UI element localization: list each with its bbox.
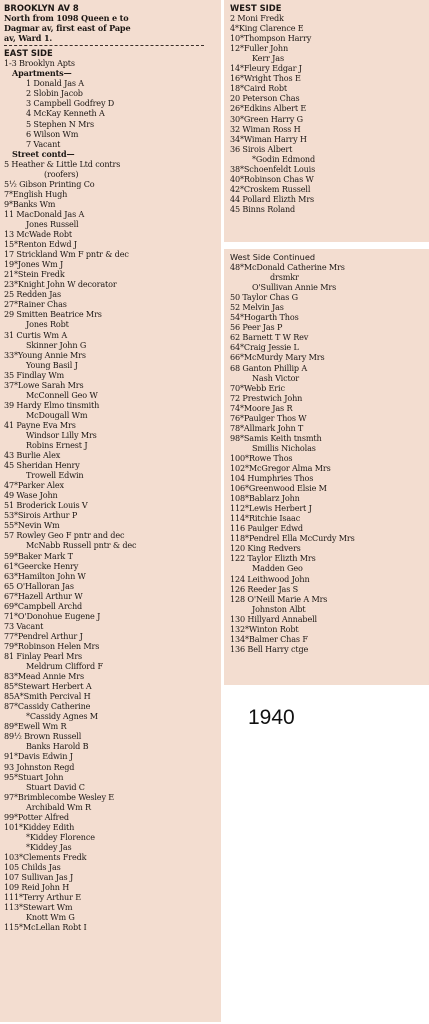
- listing-line: (roofers): [44, 168, 79, 179]
- listing-line: 71*O'Donohue Eugene J: [4, 610, 101, 621]
- listing-line: 38*Schoenfeldt Louis: [230, 163, 316, 174]
- listing-line: 72 Prestwich John: [230, 392, 303, 403]
- street-description-line-2: Dagmar av, first east of Pape: [4, 23, 131, 34]
- listing-line: 54*Hogarth Thos: [230, 312, 299, 323]
- listing-line: Johnston Albt: [252, 603, 306, 614]
- listing-line: 74*Moore Jas R: [230, 402, 293, 413]
- listing-line: 52 Melvin Jas: [230, 302, 284, 313]
- listing-line: Archibald Wm R: [26, 801, 91, 812]
- listing-line: 120 King Redvers: [230, 543, 301, 554]
- listing-line: 7 Vacant: [26, 138, 61, 149]
- listing-line: 85*Stewart Herbert A: [4, 681, 92, 692]
- listing-line: McConnell Geo W: [26, 389, 98, 400]
- listing-line: 18*Caird Robt: [230, 83, 288, 94]
- directory-clipping-west-side-continued: [224, 249, 429, 685]
- listing-line: 106*Greenwood Elsie M: [230, 483, 327, 494]
- listing-line: 45 Sheridan Henry: [4, 460, 80, 471]
- listing-line: 31 Curtis Wm A: [4, 329, 68, 340]
- listing-line: Young Basil J: [26, 359, 78, 370]
- listing-line: 91*Davis Edwin J: [4, 751, 73, 762]
- listing-line: 33*Young Annie Mrs: [4, 349, 86, 360]
- listing-line: 25 Redden Jas: [4, 289, 61, 300]
- street-description-line-3: av, Ward 1.: [4, 33, 53, 44]
- listing-line: 17 Strickland Wm F pntr & dec: [4, 249, 129, 260]
- listing-line: 3 Campbell Godfrey D: [26, 98, 115, 109]
- listing-line: Meldrum Clifford F: [26, 661, 103, 672]
- listing-line: Skinner John G: [26, 339, 87, 350]
- listing-line: 21*Stein Fredk: [4, 269, 65, 280]
- listing-line: 87*Cassidy Catherine: [4, 701, 91, 712]
- listing-line: *Godin Edmond: [252, 153, 316, 164]
- listing-line: 57 Rowley Geo F pntr and dec: [4, 530, 125, 541]
- listing-line: 128 O'Neill Marie A Mrs: [230, 593, 328, 604]
- listing-line: Windsor Lilly Mrs: [26, 429, 97, 440]
- listing-line: 78*Allmark John T: [230, 422, 304, 433]
- listing-line: 89*Ewell Wm R: [4, 721, 67, 732]
- listing-line: 67*Hazell Arthur W: [4, 590, 83, 601]
- listing-line: 2 Moni Fredk: [230, 13, 284, 24]
- west-side-listing: [230, 13, 427, 214]
- listing-line: *Cassidy Agnes M: [26, 711, 98, 722]
- listing-line: 62 Barnett T W Rev: [230, 332, 309, 343]
- listing-line: 89½ Brown Russell: [4, 731, 82, 742]
- listing-line: 40*Robinson Chas W: [230, 173, 314, 184]
- listing-line: 47*Parker Alex: [4, 480, 64, 491]
- street-description-line-1: North from 1098 Queen e to: [4, 13, 129, 24]
- listing-line: 53*Sirois Arthur P: [4, 510, 78, 521]
- listing-line: 10*Thompson Harry: [230, 33, 312, 44]
- listing-line: 105 Childs Jas: [4, 861, 61, 872]
- listing-line: 114*Ritchie Isaac: [230, 513, 301, 524]
- listing-line: 27*Rainer Chas: [4, 299, 67, 310]
- listing-line: 99*Potter Alfred: [4, 811, 69, 822]
- listing-line: Stuart David C: [26, 781, 85, 792]
- listing-line: Banks Harold B: [26, 741, 89, 752]
- listing-line: 11 MacDonald Jas A: [4, 208, 85, 219]
- listing-line: 16*Wright Thos E: [230, 73, 301, 84]
- listing-line: 2 Slobin Jacob: [26, 88, 83, 99]
- listing-line: 77*Pendrel Arthur J: [4, 630, 83, 641]
- listing-line: 111*Terry Arthur E: [4, 892, 81, 903]
- listing-line: 122 Taylor Elizth Mrs: [230, 553, 316, 564]
- listing-line: 118*Pendrel Ella McCurdy Mrs: [230, 533, 355, 544]
- listing-line: Robins Ernest J: [26, 440, 88, 451]
- listing-line: 44 Pollard Elizth Mrs: [230, 193, 315, 204]
- listing-line: 113*Stewart Wm: [4, 902, 73, 913]
- listing-line: drsmkr: [270, 272, 299, 283]
- year-label: 1940: [248, 706, 295, 729]
- west-side-heading: WEST SIDE: [230, 3, 282, 13]
- listing-line: 112*Lewis Herbert J: [230, 503, 312, 514]
- directory-clipping-west-side: [224, 0, 429, 242]
- listing-line: 95*Stuart John: [4, 771, 64, 782]
- listing-line: 49 Wase John: [4, 490, 58, 501]
- listing-line: 64*Craig Jessie L: [230, 342, 299, 353]
- listing-line: 9*Banks Wm: [4, 198, 56, 209]
- listing-line: 5 Heather & Little Ltd contrs: [4, 158, 121, 169]
- section-divider: [4, 45, 204, 46]
- listing-line: *Kiddey Florence: [26, 831, 95, 842]
- listing-line: 93 Johnston Regd: [4, 761, 75, 772]
- west-side-continued-heading: West Side Continued: [230, 252, 316, 262]
- listing-line: 4*King Clarence E: [230, 23, 304, 34]
- listing-line: 126 Reeder Jas S: [230, 583, 299, 594]
- listing-line: 103*Clements Fredk: [4, 851, 87, 862]
- listing-line: 61*Geercke Henry: [4, 560, 79, 571]
- listing-line: *Kiddey Jas: [26, 841, 72, 852]
- listing-line: 30*Green Harry G: [230, 113, 303, 124]
- east-side-listing: [4, 58, 219, 932]
- listing-line: 15*Renton Edwd J: [4, 239, 77, 250]
- listing-line: 43 Burlie Alex: [4, 450, 61, 461]
- listing-line: 36 Sirois Albert: [230, 143, 293, 154]
- listing-line: Kerr Jas: [252, 53, 284, 64]
- east-side-heading: EAST SIDE: [4, 48, 53, 59]
- listing-line: McNabb Russell pntr & dec: [26, 540, 137, 551]
- listing-line: 45 Binns Roland: [230, 203, 296, 214]
- listing-line: 134*Balmer Chas F: [230, 633, 308, 644]
- listing-line: Jones Robt: [26, 319, 69, 330]
- listing-line: 132*Winton Robt: [230, 623, 299, 634]
- listing-line: Apartments—: [12, 68, 72, 79]
- listing-line: 59*Baker Mark T: [4, 550, 73, 561]
- listing-line: 32 Wiman Ross H: [230, 123, 301, 134]
- listing-line: Nash Victor: [252, 372, 300, 383]
- listing-line: 37*Lowe Sarah Mrs: [4, 379, 84, 390]
- listing-line: Jones Russell: [26, 218, 79, 229]
- listing-line: Madden Geo: [252, 563, 303, 574]
- listing-line: O'Sullivan Annie Mrs: [252, 282, 337, 293]
- listing-line: 98*Samis Keith tnsmth: [230, 432, 322, 443]
- listing-line: 5½ Gibson Printing Co: [4, 178, 95, 189]
- listing-line: 56 Peer Jas P: [230, 322, 283, 333]
- listing-line: McDougall Wm: [26, 409, 88, 420]
- listing-line: 19*Jones Wm J: [4, 259, 64, 270]
- listing-line: 4 McKay Kenneth A: [26, 108, 105, 119]
- listing-line: 5 Stephen N Mrs: [26, 118, 94, 129]
- listing-line: 51 Broderick Louis V: [4, 500, 88, 511]
- listing-line: 41 Payne Eva Mrs: [4, 419, 76, 430]
- listing-line: 39 Hardy Elmo tinsmith: [4, 399, 100, 410]
- listing-line: 66*McMurdy Mary Mrs: [230, 352, 325, 363]
- listing-line: 12*Fuller John: [230, 43, 289, 54]
- listing-line: Street contd—: [12, 148, 75, 159]
- listing-line: 108*Bablarz John: [230, 493, 300, 504]
- listing-line: 83*Mead Annie Mrs: [4, 671, 84, 682]
- west-side-continued-listing: [230, 262, 427, 654]
- listing-line: 1-3 Brooklyn Apts: [4, 58, 75, 69]
- listing-line: 29 Smitten Beatrice Mrs: [4, 309, 102, 320]
- listing-line: 79*Robinson Helen Mrs: [4, 640, 100, 651]
- listing-line: 55*Nevin Wm: [4, 520, 60, 531]
- listing-line: 68 Ganton Phillip A: [230, 362, 308, 373]
- street-title: BROOKLYN AV 8: [4, 3, 79, 13]
- listing-line: 109 Reid John H: [4, 882, 70, 893]
- listing-line: 14*Fleury Edgar J: [230, 63, 302, 74]
- listing-line: 42*Croskem Russell: [230, 183, 311, 194]
- listing-line: 102*McGregor Alma Mrs: [230, 462, 331, 473]
- listing-line: 7*English Hugh: [4, 188, 68, 199]
- listing-line: 97*Brimblecombe Wesley E: [4, 791, 115, 802]
- listing-line: 6 Wilson Wm: [26, 128, 79, 139]
- listing-line: 23*Knight John W decorator: [4, 279, 117, 290]
- listing-line: 26*Edkins Albert E: [230, 103, 307, 114]
- listing-line: Trowell Edwin: [26, 470, 84, 481]
- listing-line: 69*Campbell Archd: [4, 600, 83, 611]
- listing-line: 73 Vacant: [4, 620, 44, 631]
- listing-line: 50 Taylor Chas G: [230, 292, 298, 303]
- listing-line: 101*Kiddey Edith: [4, 821, 75, 832]
- listing-line: Knott Wm G: [26, 912, 75, 923]
- listing-line: 76*Paulger Thos W: [230, 412, 307, 423]
- listing-line: Smillis Nicholas: [252, 442, 316, 453]
- listing-line: 116 Paulger Edwd: [230, 523, 303, 534]
- listing-line: 48*McDonald Catherine Mrs: [230, 262, 345, 273]
- listing-line: 115*McLellan Robt I: [4, 922, 87, 933]
- listing-line: 65 O'Halloran Jas: [4, 580, 74, 591]
- listing-line: 70*Webb Eric: [230, 382, 285, 393]
- listing-line: 107 Sullivan Jas J: [4, 872, 74, 883]
- listing-line: 130 Hillyard Annabell: [230, 613, 317, 624]
- listing-line: 85A*Smith Percival H: [4, 691, 91, 702]
- listing-line: 35 Findlay Wm: [4, 369, 65, 380]
- listing-line: 124 Leithwood John: [230, 573, 310, 584]
- listing-line: 13 McWade Robt: [4, 229, 72, 240]
- listing-line: 1 Donald Jas A: [26, 78, 85, 89]
- listing-line: 100*Rowe Thos: [230, 452, 293, 463]
- listing-line: 20 Peterson Chas: [230, 93, 300, 104]
- listing-line: 81 Finlay Pearl Mrs: [4, 651, 83, 661]
- listing-line: 63*Hamilton John W: [4, 570, 86, 581]
- listing-line: 104 Humphries Thos: [230, 473, 314, 484]
- listing-line: 136 Bell Harry ctge: [230, 643, 309, 654]
- listing-line: 34*Wiman Harry H: [230, 133, 307, 144]
